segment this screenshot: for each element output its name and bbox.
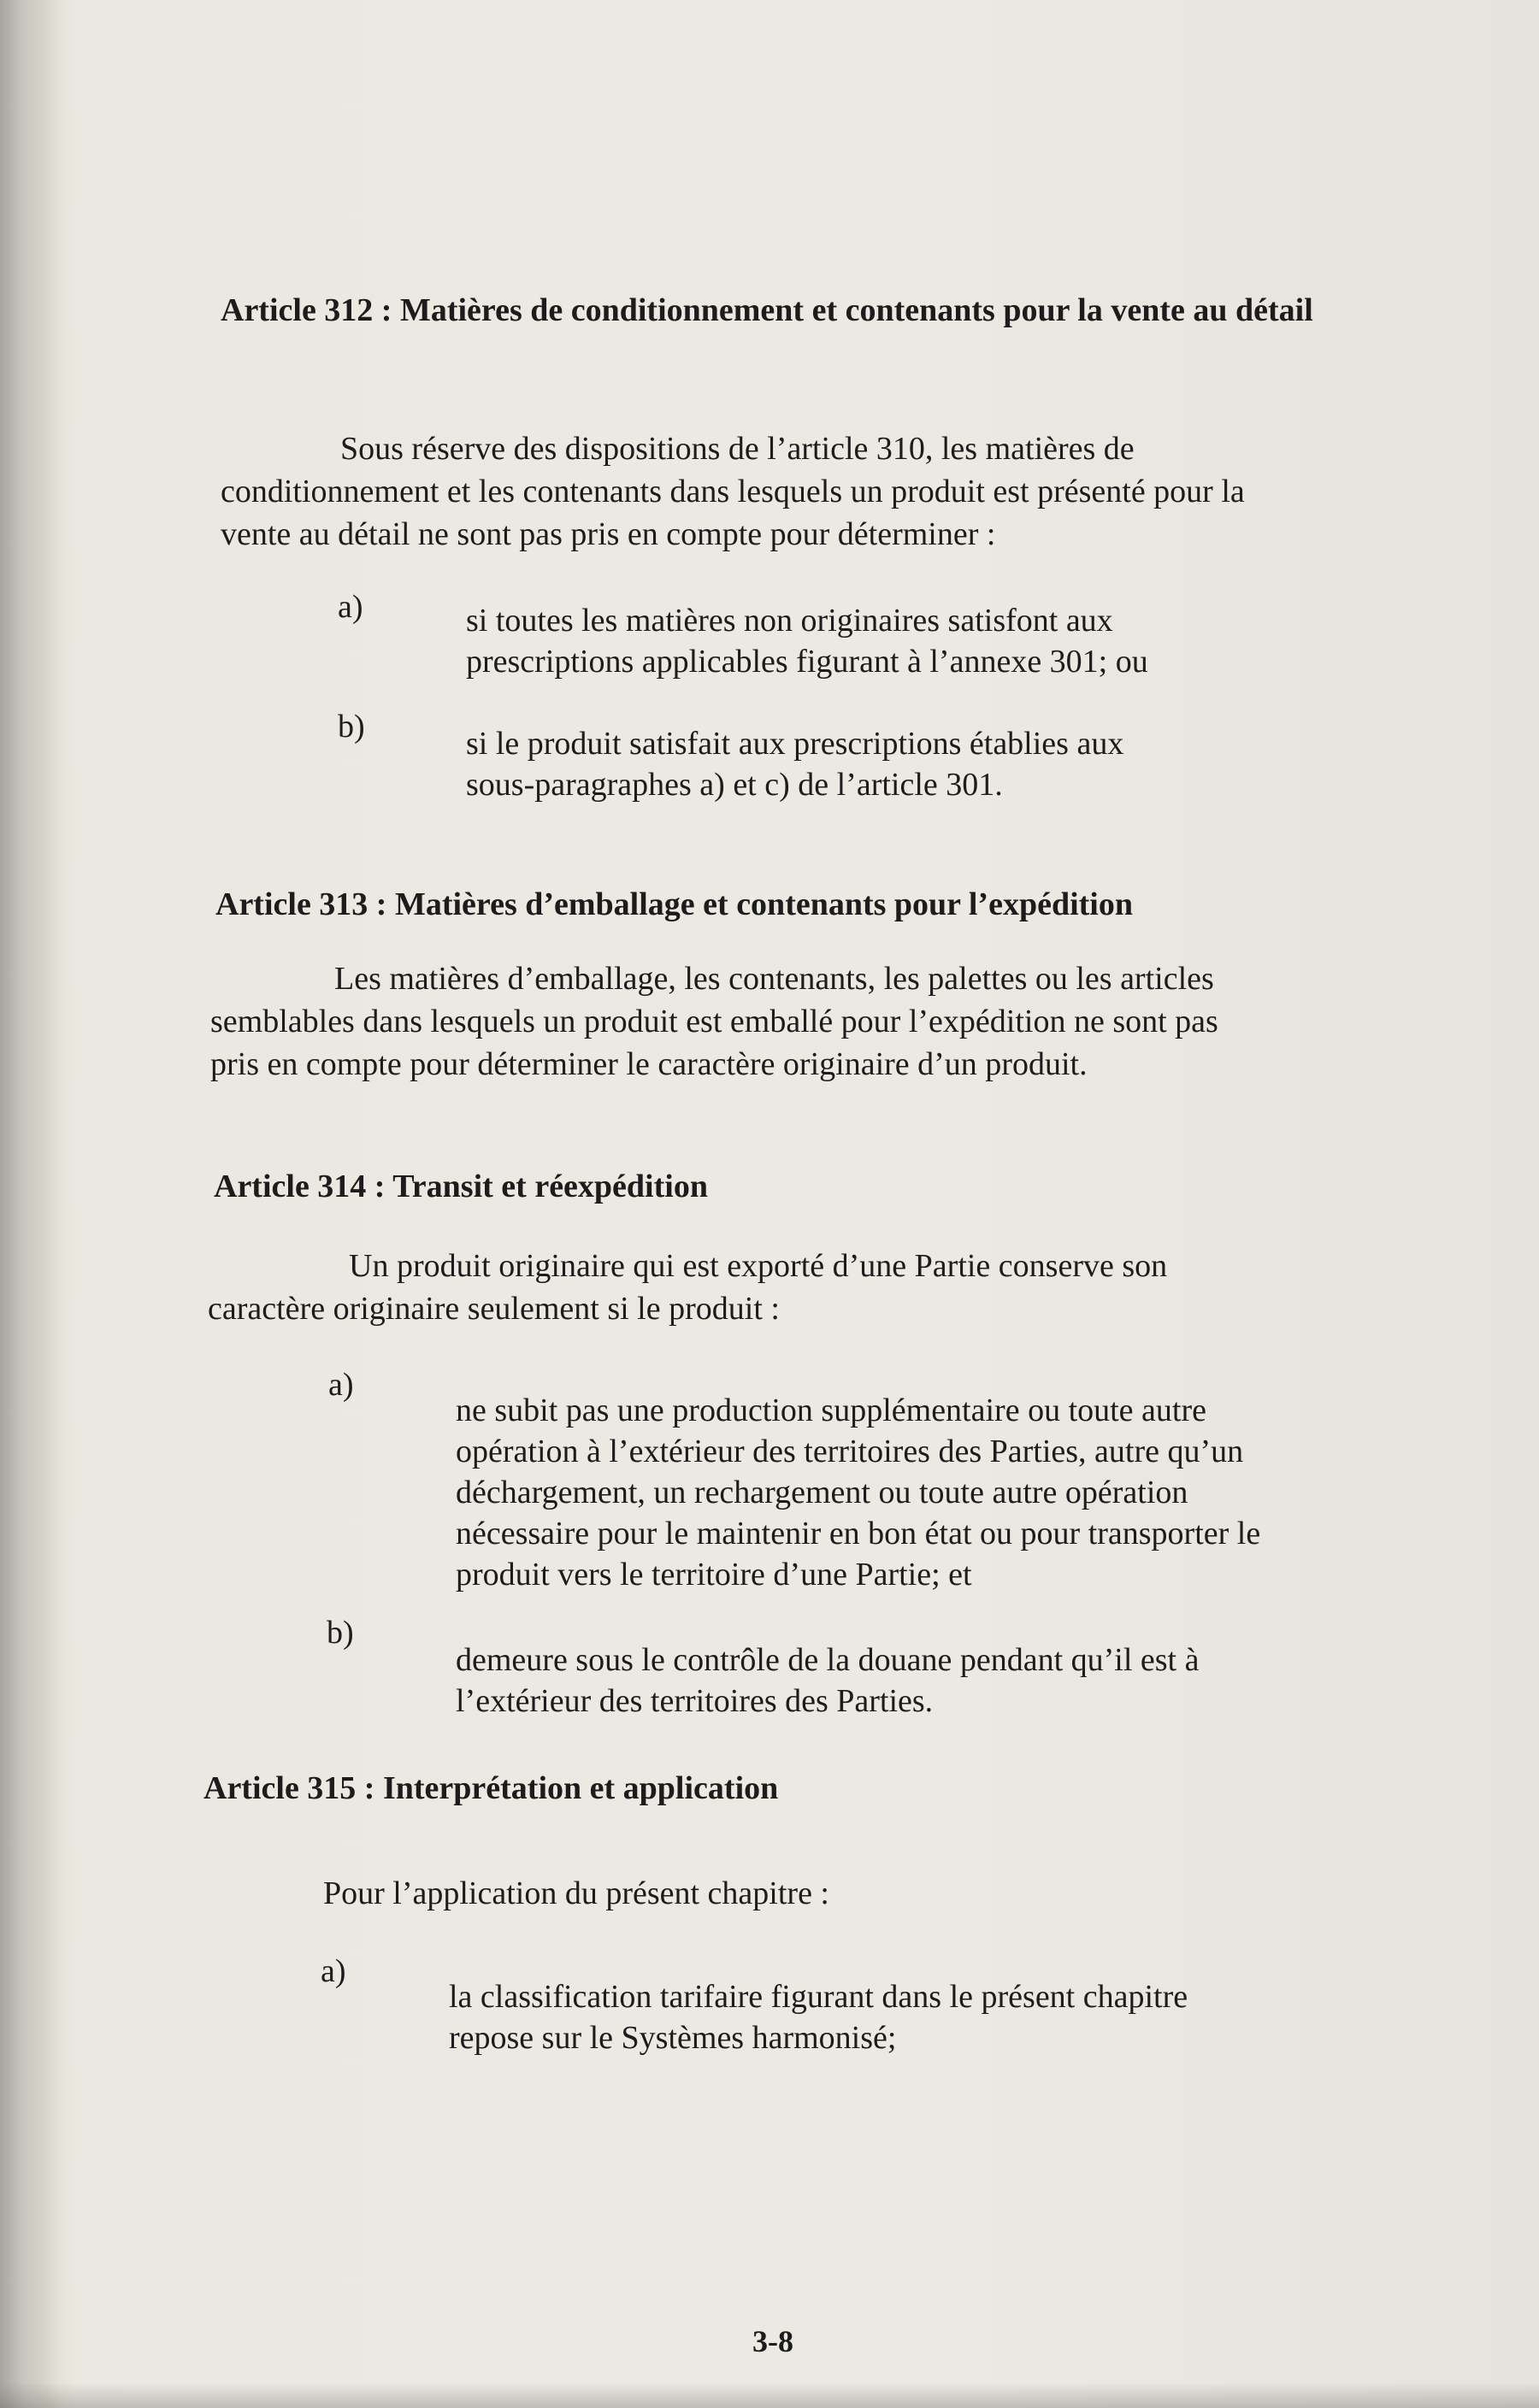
page-number: 3-8 bbox=[752, 2324, 793, 2358]
page-binding-shadow bbox=[0, 0, 60, 2408]
paragraph-line: Les matières d’emballage, les contenants, les palettes ou les articles bbox=[334, 961, 1214, 997]
item-line: la classification tarifaire figurant dans le présent chapitre bbox=[449, 1979, 1188, 2015]
item-line: prescriptions applicables figurant à l’annexe 301; ou bbox=[466, 644, 1148, 680]
paragraph-line: Un produit originaire qui est exporté d’une Partie conserve son bbox=[349, 1248, 1168, 1284]
list-item-text bbox=[456, 1390, 1260, 1595]
list-item-label: b) bbox=[338, 709, 365, 745]
paragraph-line: conditionnement et les contenants dans lesquels un produit est présenté pour la bbox=[221, 474, 1245, 509]
item-line: opération à l’extérieur des territoires des Parties, autre qu’un bbox=[456, 1434, 1244, 1469]
list-item-label: a) bbox=[328, 1367, 354, 1403]
item-line: si toutes les matières non originaires satisfont aux bbox=[466, 603, 1113, 639]
paragraph-line: pris en compte pour déterminer le caractère originaire d’un produit. bbox=[210, 1046, 1088, 1082]
list-item-label: a) bbox=[321, 1953, 346, 1989]
list-item-label: a) bbox=[338, 589, 363, 625]
article-315-heading: Article 315 : Interprétation et application bbox=[203, 1770, 779, 1806]
article-315-paragraph bbox=[323, 1872, 829, 1915]
item-line: produit vers le territoire d’une Partie; et bbox=[456, 1557, 972, 1593]
item-line: l’extérieur des territoires des Parties. bbox=[456, 1683, 934, 1719]
page-bottom-shadow bbox=[0, 2382, 1539, 2408]
article-312-heading: Article 312 : Matières de conditionnement et contenants pour la vente au détail bbox=[221, 292, 1313, 328]
item-line: déchargement, un rechargement ou toute autre opération bbox=[456, 1475, 1188, 1510]
article-312-paragraph bbox=[221, 427, 1245, 556]
item-line: demeure sous le contrôle de la douane pendant qu’il est à bbox=[456, 1642, 1200, 1678]
paragraph-line: Sous réserve des dispositions de l’article 310, les matières de bbox=[340, 431, 1135, 467]
item-line: nécessaire pour le maintenir en bon état ou pour transporter le bbox=[456, 1516, 1261, 1551]
item-line: repose sur le Systèmes harmonisé; bbox=[449, 2020, 897, 2056]
paragraph-line: semblables dans lesquels un produit est emballé pour l’expédition ne sont pas bbox=[210, 1004, 1218, 1039]
paragraph-line: vente au détail ne sont pas pris en compte pour déterminer : bbox=[221, 516, 996, 552]
article-313-paragraph bbox=[210, 957, 1218, 1086]
list-item-text bbox=[449, 1976, 1188, 2058]
article-313-heading: Article 313 : Matières d’emballage et contenants pour l’expédition bbox=[215, 886, 1133, 922]
article-314-heading: Article 314 : Transit et réexpédition bbox=[214, 1169, 708, 1204]
item-line: si le produit satisfait aux prescriptions établies aux bbox=[466, 726, 1124, 762]
list-item-label: b) bbox=[327, 1615, 354, 1651]
list-item-text bbox=[466, 600, 1148, 682]
article-314-paragraph bbox=[208, 1245, 1167, 1330]
paragraph-line: Pour l’application du présent chapitre : bbox=[323, 1875, 829, 1911]
list-item-text bbox=[466, 723, 1123, 805]
item-line: ne subit pas une production supplémentaire ou toute autre bbox=[456, 1392, 1206, 1428]
paragraph-line: caractère originaire seulement si le produit : bbox=[208, 1291, 780, 1327]
item-line: sous-paragraphes a) et c) de l’article 301. bbox=[466, 767, 1003, 803]
list-item-text bbox=[456, 1640, 1199, 1722]
